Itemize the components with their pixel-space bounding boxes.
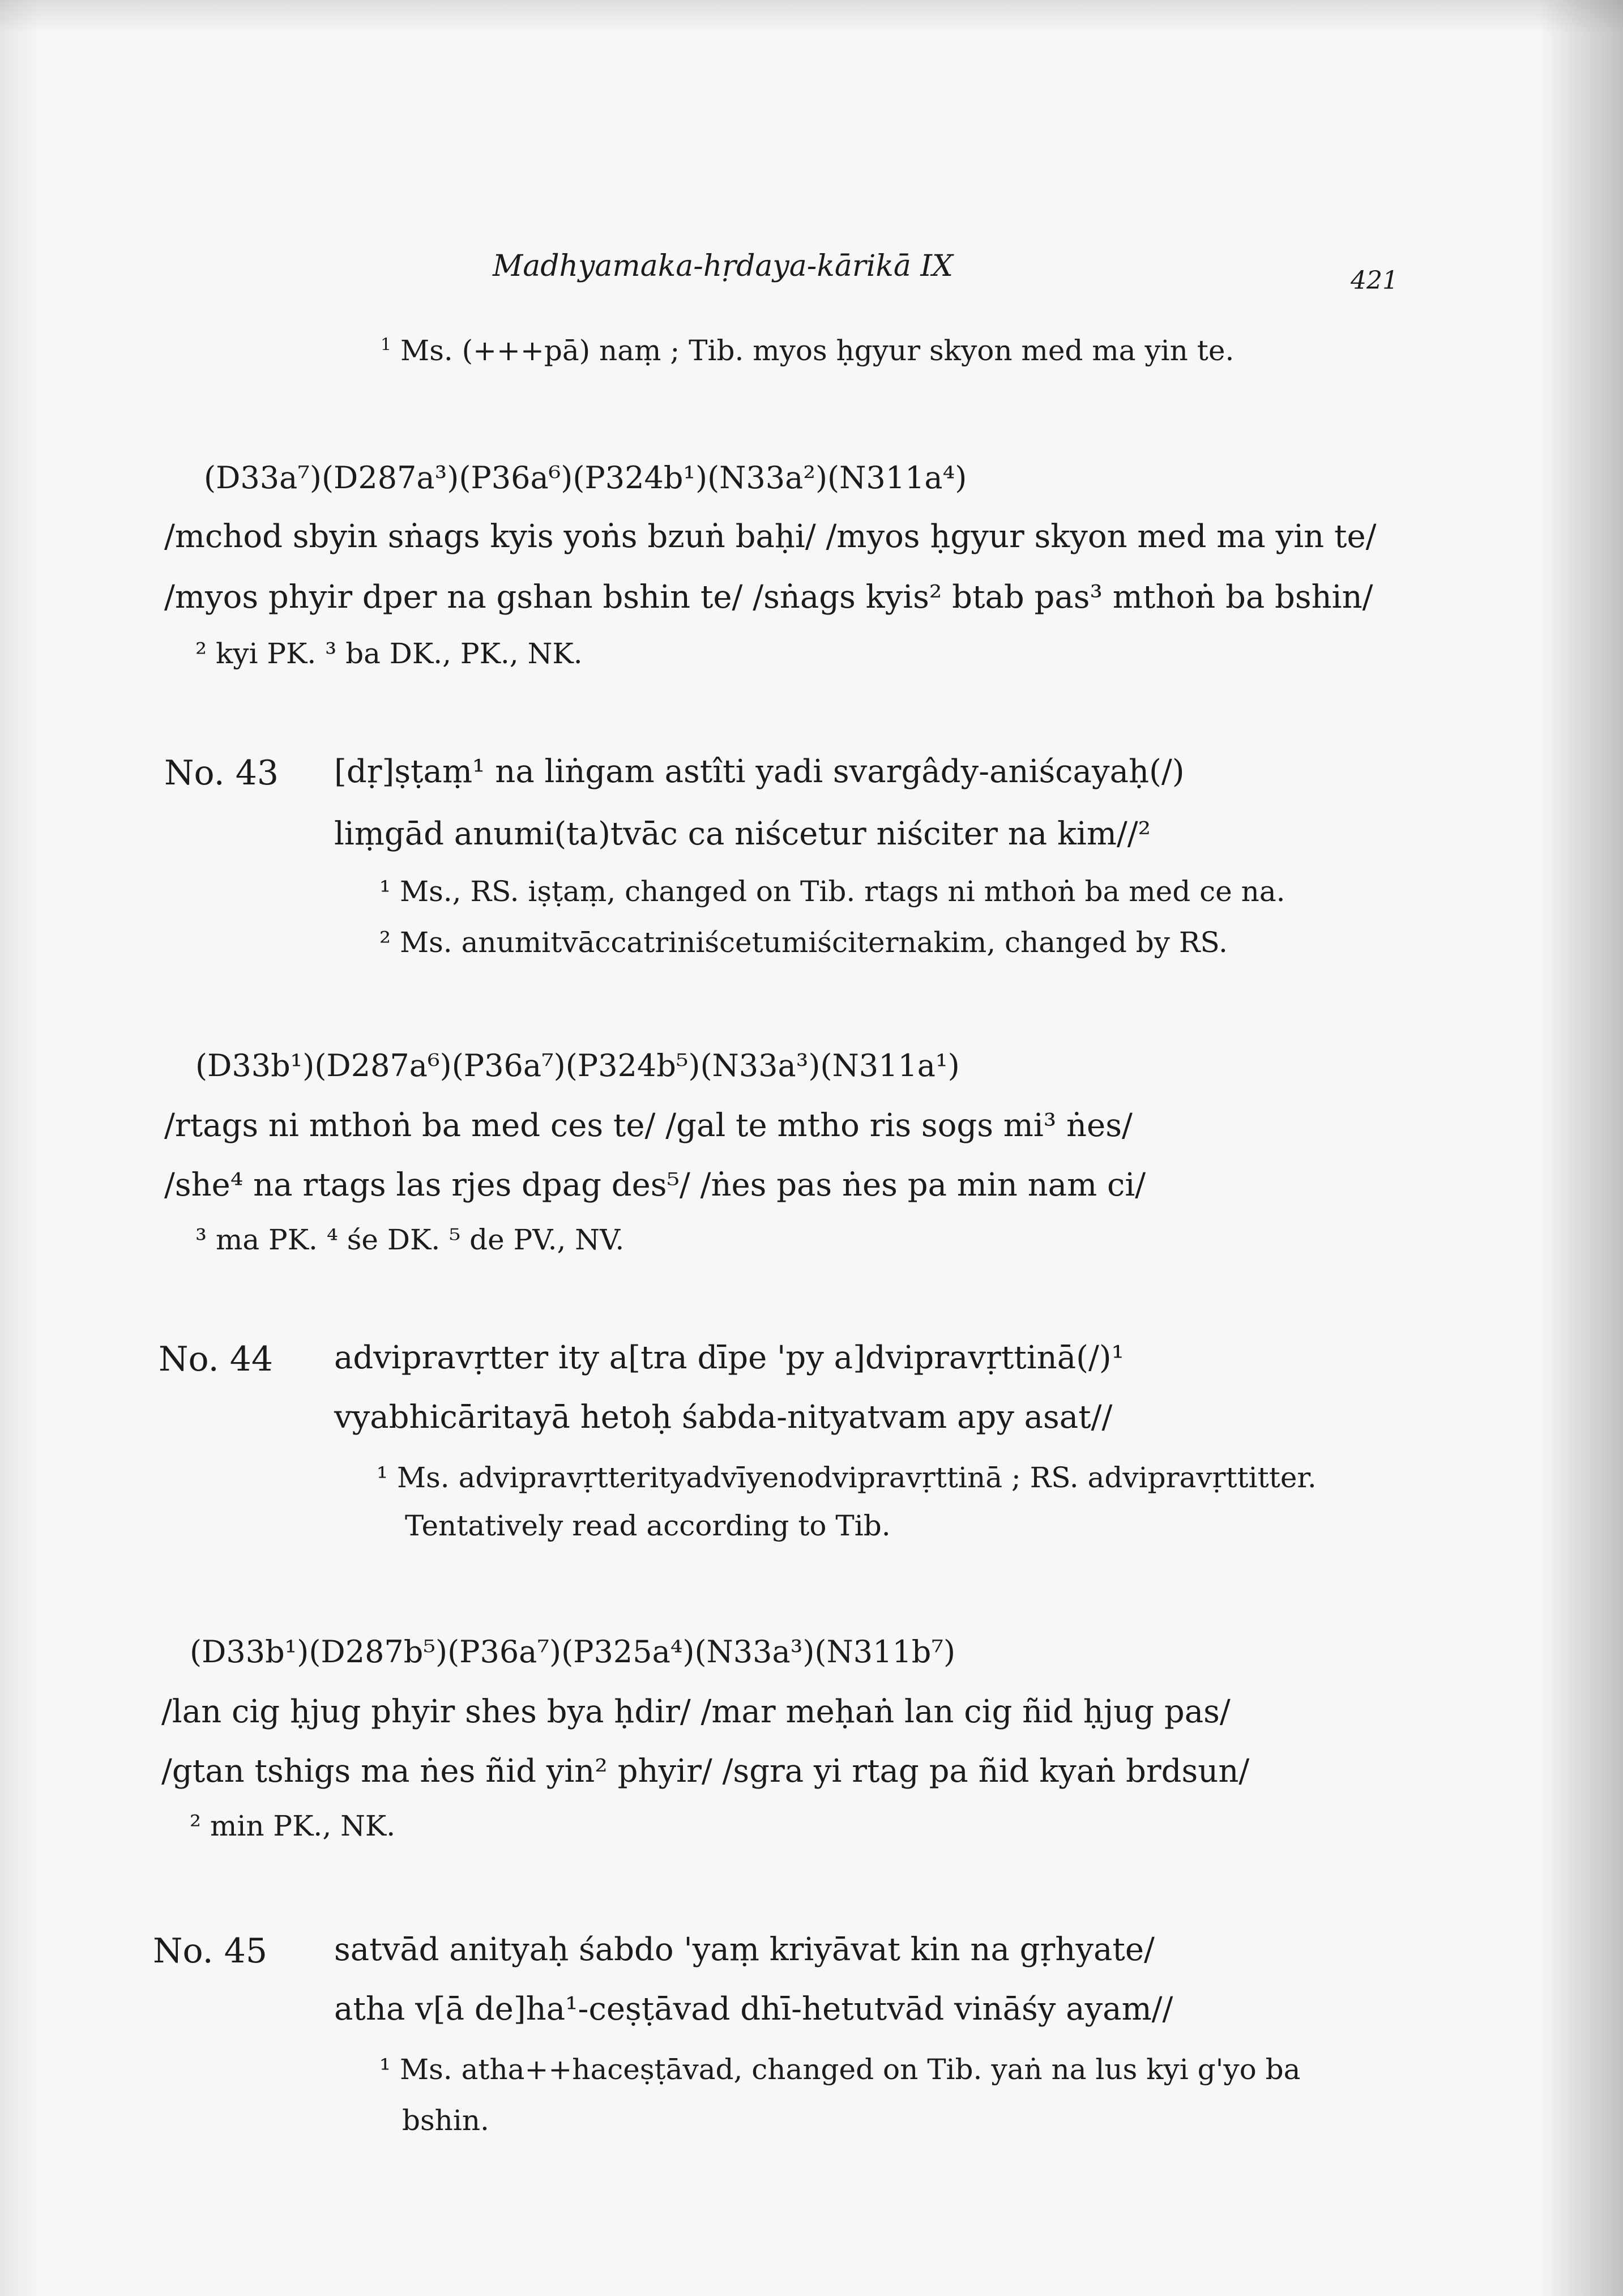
sanskrit-note-continued: bshin. <box>402 2104 489 2137</box>
running-header-title: Madhyamaka-hṛdaya-kārikā IX <box>493 249 953 283</box>
sanskrit-note: ² Ms. anumitvāccatriniścetumiściternakim, changed by RS. <box>379 926 1228 959</box>
verse-number: 45 <box>224 1931 268 1971</box>
scan-shadow-right <box>1538 0 1623 2296</box>
scan-shadow-top <box>0 0 1623 34</box>
variant-note: ³ ma PK. ⁴ śe DK. ⁵ de PV., NV. <box>195 1223 625 1256</box>
verse-label: No. <box>159 1339 219 1379</box>
tibetan-line: /mchod sbyin sṅags kyis yoṅs bzuṅ baḥi/ /myos ḥgyur skyon med ma yin te/ <box>164 518 1377 555</box>
tibetan-line: /gtan tshigs ma ṅes ñid yin² phyir/ /sgra yi rtag pa ñid kyaṅ brdsun/ <box>161 1753 1250 1790</box>
edition-references: (D33a⁷)(D287a³)(P36a⁶)(P324b¹)(N33a²)(N311a⁴) <box>204 460 967 496</box>
verse-number: 44 <box>229 1339 274 1379</box>
edition-references: (D33b¹)(D287a⁶)(P36a⁷)(P324b⁵)(N33a³)(N311a¹) <box>195 1048 960 1083</box>
sanskrit-line: advipravṛtter ity a[tra dīpe 'py a]dvipravṛttinā(/)¹ <box>334 1339 1125 1376</box>
sanskrit-note: ¹ Ms. atha++haceṣṭāvad, changed on Tib. yaṅ na lus kyi g'yo ba <box>379 2053 1301 2086</box>
variant-note: ² min PK., NK. <box>190 1810 396 1842</box>
verse-number-label <box>153 1931 267 1971</box>
verse-number: 43 <box>235 753 279 793</box>
sanskrit-line: liṃgād anumi(ta)tvāc ca niścetur niściter na kim//² <box>334 816 1151 852</box>
sanskrit-line: vyabhicāritayā hetoḥ śabda-nityatvam apy asat// <box>334 1399 1113 1436</box>
page-number: 421 <box>1351 266 1398 295</box>
footnote-text: Ms. (+++pā) naṃ ; Tib. myos ḥgyur skyon med ma yin te. <box>400 334 1235 367</box>
sanskrit-line: satvād anityaḥ śabdo 'yaṃ kriyāvat kin na gṛhyate/ <box>334 1931 1155 1968</box>
footnote-mark: 1 <box>381 335 392 355</box>
verse-label: No. <box>164 753 225 793</box>
tibetan-line: /myos phyir dper na gshan bshin te/ /sṅags kyis² btab pas³ mthoṅ ba bshin/ <box>164 579 1373 616</box>
edition-references: (D33b¹)(D287b⁵)(P36a⁷)(P325a⁴)(N33a³)(N311b⁷) <box>190 1634 956 1670</box>
sanskrit-note: ¹ Ms. advipravṛtterityadvīyenodvipravṛttinā ; RS. advipravṛttitter. <box>377 1461 1317 1494</box>
tibetan-line: /lan cig ḥjug phyir shes bya ḥdir/ /mar meḥaṅ lan cig ñid ḥjug pas/ <box>161 1693 1231 1730</box>
sanskrit-line: [dṛ]ṣṭaṃ¹ na liṅgam astîti yadi svargâdy-aniścayaḥ(/) <box>334 753 1185 790</box>
tibetan-line: /rtags ni mthoṅ ba med ces te/ /gal te mtho ris sogs mi³ ṅes/ <box>164 1107 1133 1144</box>
verse-number-label <box>159 1339 273 1379</box>
sanskrit-line: atha v[ā de]ha¹-ceṣṭāvad dhī-hetutvād vināśy ayam// <box>334 1991 1173 2028</box>
scan-shadow-left <box>0 0 40 2296</box>
verse-number-label <box>164 753 279 793</box>
variant-note: ² kyi PK. ³ ba DK., PK., NK. <box>195 637 583 670</box>
sanskrit-note: ¹ Ms., RS. iṣṭaṃ, changed on Tib. rtags ni mthoṅ ba med ce na. <box>379 875 1285 908</box>
footnote-carryover <box>381 334 1234 367</box>
tibetan-line: /she⁴ na rtags las rjes dpag des⁵/ /ṅes pas ṅes pa min nam ci/ <box>164 1167 1146 1204</box>
sanskrit-note-continued: Tentatively read according to Tib. <box>405 1509 891 1542</box>
verse-label: No. <box>153 1931 213 1971</box>
